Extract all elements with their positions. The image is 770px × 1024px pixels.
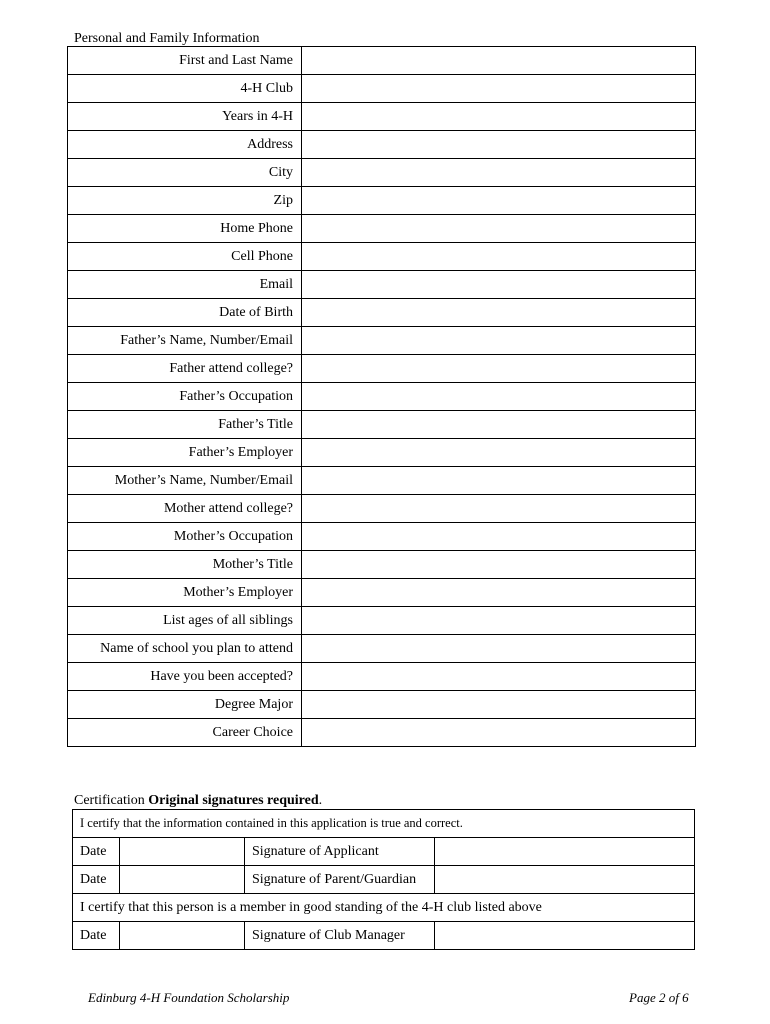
- field-label: Mother’s Occupation: [68, 523, 302, 551]
- field-label: List ages of all siblings: [68, 607, 302, 635]
- field-label: Degree Major: [68, 691, 302, 719]
- table-row: [68, 299, 696, 327]
- table-row: [68, 271, 696, 299]
- table-row: [68, 383, 696, 411]
- table-row: [68, 663, 696, 691]
- field-label: Years in 4-H: [68, 103, 302, 131]
- certification-title-text: Certification: [74, 793, 149, 808]
- field-label: Have you been accepted?: [68, 663, 302, 691]
- table-row: [68, 719, 696, 747]
- mother-title-field[interactable]: [302, 551, 696, 579]
- table-row: [68, 495, 696, 523]
- field-label: Cell Phone: [68, 243, 302, 271]
- manager-date-field[interactable]: [120, 922, 245, 950]
- certification-title-end: .: [318, 793, 323, 808]
- field-label: Father attend college?: [68, 355, 302, 383]
- table-row: [68, 355, 696, 383]
- page-number: Page 2 of 6: [629, 990, 689, 1005]
- cell-phone-field[interactable]: [302, 243, 696, 271]
- years-field[interactable]: [302, 103, 696, 131]
- field-label: Mother attend college?: [68, 495, 302, 523]
- address-field[interactable]: [302, 131, 696, 159]
- table-row: [68, 439, 696, 467]
- club-field[interactable]: [302, 75, 696, 103]
- table-row: [68, 551, 696, 579]
- table-row: [68, 131, 696, 159]
- table-row: [68, 523, 696, 551]
- table-row: [73, 922, 695, 950]
- manager-signature-field[interactable]: [435, 922, 695, 950]
- mother-employer-field[interactable]: [302, 579, 696, 607]
- field-label: Home Phone: [68, 215, 302, 243]
- personal-section-title: Personal and Family Information: [74, 31, 260, 46]
- table-row: [73, 810, 695, 838]
- personal-info-table: [67, 46, 696, 747]
- table-row: [73, 838, 695, 866]
- table-row: [68, 243, 696, 271]
- father-employer-field[interactable]: [302, 439, 696, 467]
- father-title-field[interactable]: [302, 411, 696, 439]
- home-phone-field[interactable]: [302, 215, 696, 243]
- father-college-field[interactable]: [302, 355, 696, 383]
- degree-major-field[interactable]: [302, 691, 696, 719]
- first-last-name-field[interactable]: [302, 47, 696, 75]
- table-row: [68, 411, 696, 439]
- manager-signature-label: Signature of Club Manager: [245, 922, 435, 950]
- table-row: [68, 635, 696, 663]
- siblings-field[interactable]: [302, 607, 696, 635]
- date-label: Date: [73, 922, 120, 950]
- parent-signature-label: Signature of Parent/Guardian: [245, 866, 435, 894]
- date-of-birth-field[interactable]: [302, 299, 696, 327]
- field-label: Mother’s Name, Number/Email: [68, 467, 302, 495]
- table-row: [73, 866, 695, 894]
- zip-field[interactable]: [302, 187, 696, 215]
- father-name-field[interactable]: [302, 327, 696, 355]
- certification-section-title: [74, 793, 322, 809]
- career-choice-field[interactable]: [302, 719, 696, 747]
- field-label: City: [68, 159, 302, 187]
- parent-signature-field[interactable]: [435, 866, 695, 894]
- field-label: Name of school you plan to attend: [68, 635, 302, 663]
- field-label: Zip: [68, 187, 302, 215]
- field-label: 4-H Club: [68, 75, 302, 103]
- table-row: [68, 159, 696, 187]
- table-row: [73, 894, 695, 922]
- applicant-date-field[interactable]: [120, 838, 245, 866]
- table-row: [68, 103, 696, 131]
- certification-table: [72, 809, 695, 950]
- table-row: [68, 187, 696, 215]
- date-label: Date: [73, 866, 120, 894]
- field-label: Mother’s Title: [68, 551, 302, 579]
- city-field[interactable]: [302, 159, 696, 187]
- father-occupation-field[interactable]: [302, 383, 696, 411]
- field-label: Father’s Name, Number/Email: [68, 327, 302, 355]
- footer-title: Edinburg 4-H Foundation Scholarship: [88, 990, 290, 1005]
- field-label: Email: [68, 271, 302, 299]
- table-row: [68, 579, 696, 607]
- table-row: [68, 215, 696, 243]
- table-row: [68, 47, 696, 75]
- accepted-field[interactable]: [302, 663, 696, 691]
- mother-occupation-field[interactable]: [302, 523, 696, 551]
- table-row: [68, 691, 696, 719]
- table-row: [68, 327, 696, 355]
- school-field[interactable]: [302, 635, 696, 663]
- table-row: [68, 75, 696, 103]
- email-field[interactable]: [302, 271, 696, 299]
- parent-date-field[interactable]: [120, 866, 245, 894]
- mother-name-field[interactable]: [302, 467, 696, 495]
- applicant-signature-field[interactable]: [435, 838, 695, 866]
- date-label: Date: [73, 838, 120, 866]
- certification-title-bold: Original signatures required: [148, 793, 319, 808]
- table-row: [68, 467, 696, 495]
- field-label: Father’s Employer: [68, 439, 302, 467]
- mother-college-field[interactable]: [302, 495, 696, 523]
- field-label: Address: [68, 131, 302, 159]
- field-label: First and Last Name: [68, 47, 302, 75]
- field-label: Mother’s Employer: [68, 579, 302, 607]
- applicant-signature-label: Signature of Applicant: [245, 838, 435, 866]
- certification-statement: I certify that the information contained in this application is true and correct.: [73, 810, 695, 838]
- field-label: Father’s Title: [68, 411, 302, 439]
- field-label: Father’s Occupation: [68, 383, 302, 411]
- table-row: [68, 607, 696, 635]
- membership-statement: I certify that this person is a member in good standing of the 4-H club listed above: [73, 894, 695, 922]
- field-label: Career Choice: [68, 719, 302, 747]
- field-label: Date of Birth: [68, 299, 302, 327]
